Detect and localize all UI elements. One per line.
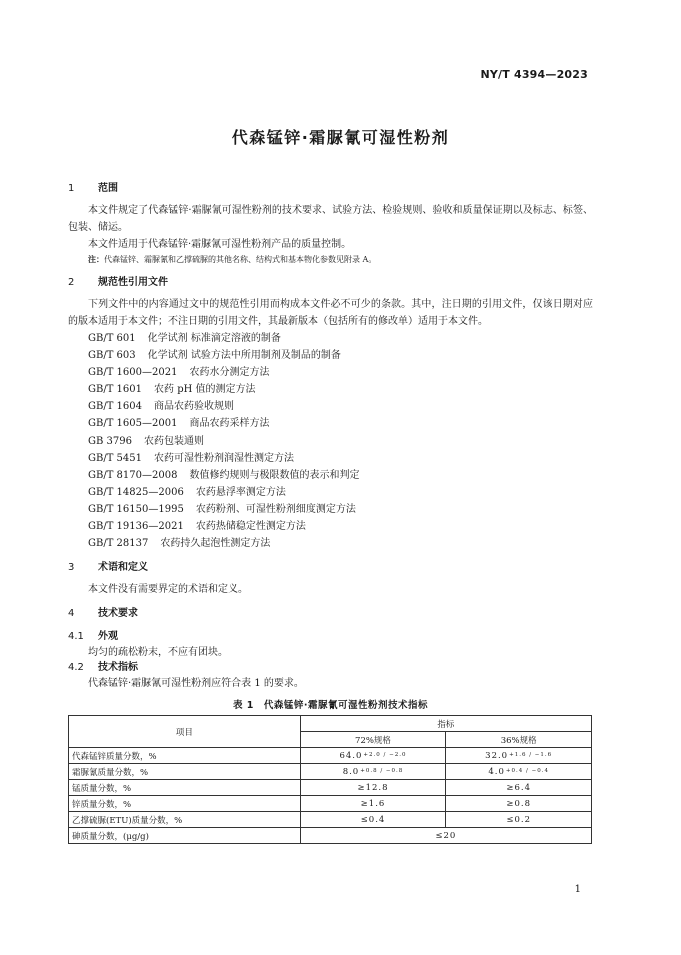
scope-paragraph-2: 本文件适用于代森锰锌·霜脲氰可湿性粉剂产品的质量控制。 <box>88 239 352 250</box>
document-body <box>68 182 593 844</box>
section-4-heading <box>68 607 593 621</box>
scope-paragraph-1: 本文件规定了代森锰锌·霜脲氰可湿性粉剂的技术要求、试验方法、检验规则、验收和质量保证期以及标志、标签、包装、储运。 <box>68 205 593 233</box>
section-3-heading <box>68 561 593 575</box>
table-caption: 表 1 代森锰锌·霜脲氰可湿性粉剂技术指标 <box>232 700 429 712</box>
header-72: 72%规格 <box>300 732 446 748</box>
appearance-paragraph: 均匀的疏松粉末，不应有团块。 <box>88 647 228 659</box>
scope-note <box>68 253 593 267</box>
section-1-heading <box>68 182 593 196</box>
reference-item: GB/T 1604 商品农药验收规则 <box>88 401 235 413</box>
reference-item: GB/T 14825—2006 农药悬浮率测定方法 <box>88 486 286 498</box>
section-number: 2 <box>68 277 75 288</box>
reference-item: GB/T 1600—2021 农药水分测定方法 <box>88 367 270 379</box>
section-number: 3 <box>68 562 75 574</box>
page-number: 1 <box>574 884 581 895</box>
table-row: 代森锰锌质量分数，% 64.0+2.0 / −2.0 32.0+1.6 / −1.6 <box>69 748 592 764</box>
section-2-heading <box>68 276 593 290</box>
section-number: 4.2 <box>68 662 84 674</box>
note-text: 代森锰锌、霜脲氰和乙撑硫脲的其他名称、结构式和基本物化参数见附录 A。 <box>104 255 377 264</box>
reference-list <box>68 330 593 552</box>
section-title: 范围 <box>98 183 118 194</box>
section-title: 规范性引用文件 <box>98 277 168 288</box>
section-title: 术语和定义 <box>98 562 148 574</box>
reference-item: GB 3796 农药包装通则 <box>88 435 204 447</box>
table-row: 锰质量分数，% ≥12.8 ≥6.4 <box>69 780 592 796</box>
reference-item: GB/T 601 化学试剂 标准滴定溶液的制备 <box>88 333 281 344</box>
section-4-1-heading <box>68 630 593 644</box>
header-index: 指标 <box>300 716 591 732</box>
table-row: 砷质量分数，(μg/g) ≤20 <box>69 828 592 844</box>
section-title: 外观 <box>98 631 118 643</box>
section-number: 4 <box>68 608 75 620</box>
spec-table <box>68 715 592 844</box>
reference-item: GB/T 8170—2008 数值修约规则与极限数值的表示和判定 <box>88 469 360 481</box>
terms-paragraph: 本文件没有需要界定的术语和定义。 <box>88 584 248 596</box>
reference-item: GB/T 603 化学试剂 试验方法中所用制剂及制品的制备 <box>88 350 341 362</box>
section-title: 技术指标 <box>98 662 138 674</box>
section-title: 技术要求 <box>98 608 138 620</box>
reference-item: GB/T 1605—2001 商品农药采样方法 <box>88 418 270 430</box>
note-label: 注： <box>88 255 104 264</box>
reference-item: GB/T 19136—2021 农药热储稳定性测定方法 <box>88 521 306 533</box>
document-title: 代森锰锌·霜脲氰可湿性粉剂 <box>231 128 450 147</box>
reference-item: GB/T 28137 农药持久起泡性测定方法 <box>88 538 271 550</box>
section-4-2-heading <box>68 661 593 675</box>
header-36: 36%规格 <box>446 732 592 748</box>
header-item: 项目 <box>69 716 301 748</box>
section-number: 4.1 <box>68 631 84 643</box>
table-row: 霜脲氰质量分数，% 8.0+0.8 / −0.8 4.0+0.4 / −0.4 <box>69 764 592 780</box>
section-number: 1 <box>68 183 75 194</box>
table-row: 乙撑硫脲(ETU)质量分数，% ≤0.4 ≤0.2 <box>69 812 592 828</box>
table-row: 锌质量分数，% ≥1.6 ≥0.8 <box>69 796 592 812</box>
reference-item: GB/T 1601 农药 pH 值的测定方法 <box>88 384 256 396</box>
standard-code: NY/T 4394—2023 <box>480 68 588 81</box>
spec-paragraph: 代森锰锌·霜脲氰可湿性粉剂应符合表 1 的要求。 <box>88 678 304 690</box>
references-intro: 下列文件中的内容通过文中的规范性引用而构成本文件必不可少的条款。其中，注日期的引用文件，仅该日期对应的版本适用于本文件；不注日期的引用文件，其最新版本（包括所有的修改单）适用于本文件。 <box>68 299 593 327</box>
reference-item: GB/T 16150—1995 农药粉剂、可湿性粉剂细度测定方法 <box>88 503 356 515</box>
reference-item: GB/T 5451 农药可湿性粉剂润湿性测定方法 <box>88 452 295 464</box>
